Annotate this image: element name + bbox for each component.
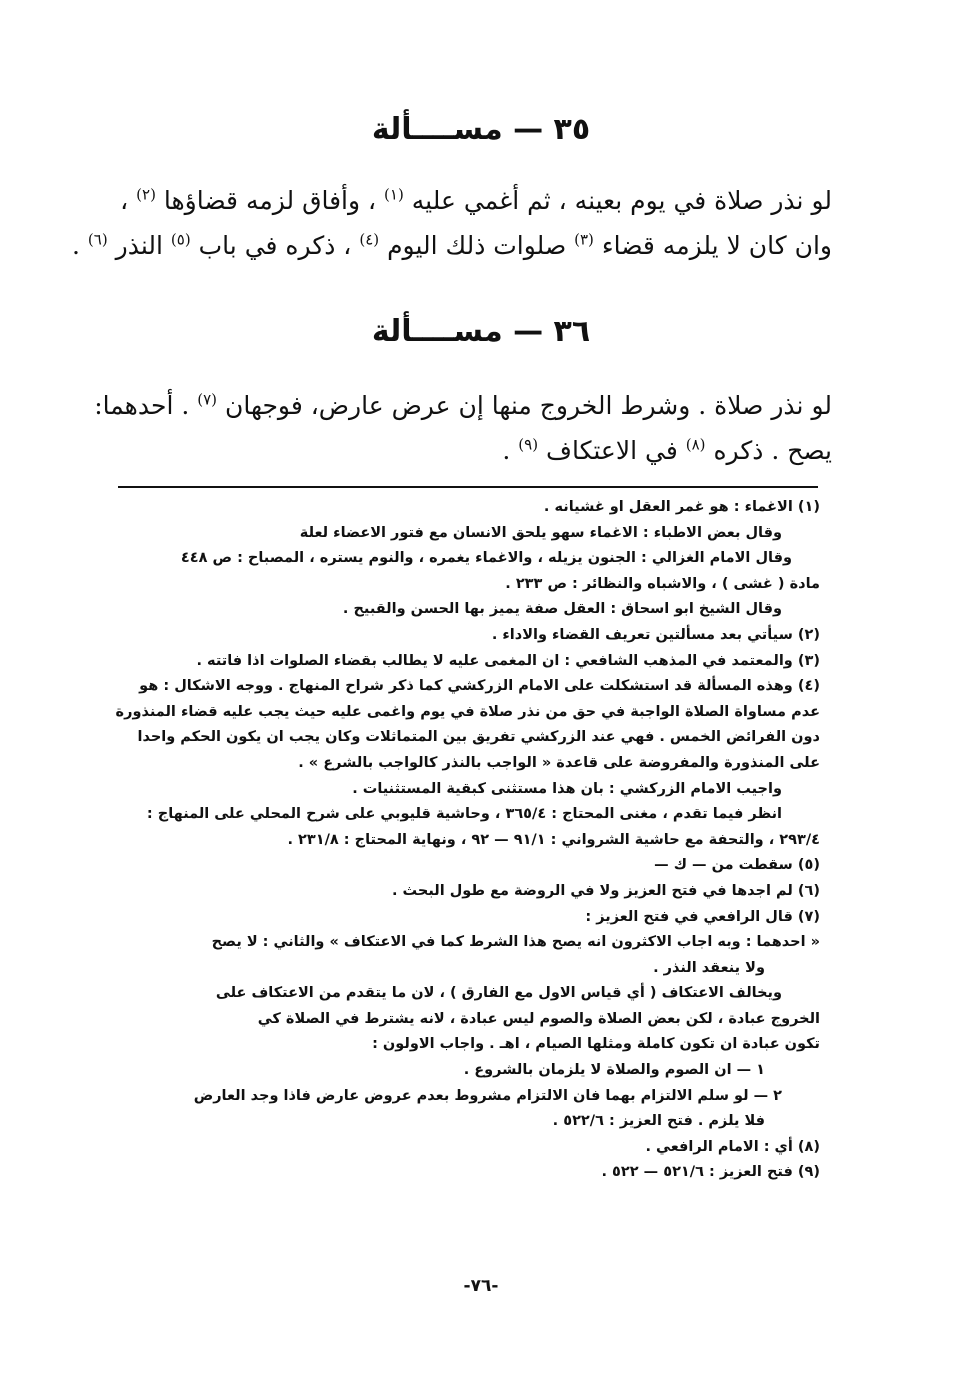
footnote-ref-4: (٤) [359, 230, 380, 249]
footnote-line: (٩) فتح العزيز : ٥٢١/٦ — ٥٢٢ . [601, 1164, 820, 1181]
footnote-line: (٦) لم اجدها في فتح العزيز ولا في الروضة مع طول البحث . [391, 882, 820, 899]
footnote-ref-5: (٥) [170, 230, 191, 249]
footnote-line: تكون عبادة ان تكون كاملة ومثلها الصيام ، اهـ . واجاب الاولون : [372, 1036, 820, 1053]
footnote-line: (٤) وهذه المسألة قد استشكلت على الامام الزركشي كما ذكر شراح المنهاج . ووجه الاشكال : هو [139, 678, 820, 695]
footnote-line: وقال بعض الاطباء : الاغماء سهو يلحق الانسان مع فتور الاعضاء لعلة [299, 524, 782, 541]
footnote-ref-3: (٣) [574, 230, 594, 249]
footnote-ref-8: (٨) [685, 435, 706, 454]
issue-36-heading: ٣٦ — مســــألة [371, 314, 591, 349]
footnote-line: عدم مساواة الصلاة الواجبة في حق من نذر صلاة في يوم واغمى عليه حيث يجب عليه قضاء المنذورة [115, 703, 820, 720]
issue-36-text [94, 383, 832, 473]
footnote-line: (٧) قال الرافعي في فتح العزيز : [585, 908, 820, 925]
footnote-ref-7: (٧) [197, 390, 218, 409]
footnote-ref-6: (٦) [87, 230, 108, 249]
footnote-divider [118, 486, 818, 488]
footnote-line: ١ — ان الصوم والصلاة لا يلزمان بالشروع . [463, 1062, 765, 1079]
footnote-line: وقال الامام الغزالي : الجنون يزيله ، والاغماء يغمره ، والنوم يستره ، المصباح : ص ٤٤٨ [180, 550, 792, 567]
footnote-line: ٢٩٣/٤ ، والتحفة مع حاشية الشرواني : ٩١/١ — ٩٢ ، ونهاية المحتاج : ٢٣١/٨ . [287, 831, 820, 848]
footnote-line: ولا ينعقد النذر . [653, 959, 765, 976]
issue-36-line-1: لو نذر صلاة . وشرط الخروج منها إن عرض عارض، فوجهان $^{(٧)}$ . أحدهما: [94, 390, 832, 420]
footnote-line: (٨) أي : الامام الرافعي . [645, 1138, 820, 1155]
footnote-line: انظر فيما تقدم ، مغنى المحتاج : ٣٦٥/٤ ، وحاشية قليوبي على شرح المحلي على المنهاج : [146, 806, 782, 823]
footnote-line: فلا يلزم . فتح العزيز : ٥٢٢/٦ . [552, 1113, 765, 1130]
footnote-ref-2: (٢) [136, 185, 156, 204]
footnote-line: واجيب الامام الزركشي : بان هذا مستثنى كبقية المستثنيات . [352, 780, 782, 797]
footnote-line: مادة ( غشى ) ، والاشباه والنظائر : ص ٢٣٣ . [505, 575, 820, 592]
footnote-line: (٣) والمعتمد في المذهب الشافعي : ان المغمى عليه لا يطالب بقضاء الصلوات اذا فاتته . [196, 652, 820, 669]
footnote-ref-1: (١) [384, 185, 404, 204]
footnote-line: وقال الشيخ ابو اسحاق : العقل صفة يميز بها الحسن والقبيح . [342, 601, 782, 618]
issue-35-line-1: لو نذر صلاة في يوم بعينه ، ثم أغمي عليه $^{(١)}$ ، وأفاق لزمه قضاؤها $^{(٢)}$ ، [120, 185, 832, 215]
footnote-line: على المنذورة والمفروضة على قاعدة « الواجب بالنذر كالواجب بالشرع » . [298, 754, 820, 771]
issue-35-line-2: وان كان لا يلزمه قضاء $^{(٣)}$ صلوات ذلك اليوم $^{(٤)}$ ، ذكره في باب $^{(٥)}$ النذر $^{(٦)}$ . [72, 230, 832, 260]
footnote-line: الخروج عبادة ، لكن بعض الصلاة والصوم ليس عبادة ، لانه يشترط في الصلاة كي [257, 1010, 820, 1027]
footnote-line: (٥) سقطت من — ك — [654, 857, 820, 874]
issue-35-heading: ٣٥ — مســــألة [371, 112, 591, 147]
footnotes [110, 495, 820, 1186]
issue-35-text [72, 178, 832, 268]
footnote-ref-9: (٩) [518, 435, 539, 454]
issue-36-line-2: يصح . ذكره $^{(٨)}$ في الاعتكاف $^{(٩)}$ . [502, 435, 832, 465]
footnote-line: دون الفرائض الخمس . فهي عند الزركشي تفريق بين المتماثلات وكان يجب ان يكون الحكم واحدا [137, 729, 820, 746]
footnote-line: (١) الاغماء : هو غمر العقل او غشيانه . [543, 499, 820, 515]
footnote-line: ٢ — لو سلم الالتزام بهما فان الالتزام مشروط بعدم عروض عارض فاذا وجد العارض [193, 1087, 782, 1104]
page-number: -٧٦- [463, 1276, 499, 1296]
footnote-line: ويخالف الاعتكاف ( أي قياس الاول مع الفارق ) ، لان ما يتقدم من الاعتكاف على [215, 985, 782, 1002]
footnote-line: (٢) سيأتي بعد مسألتين تعريف القضاء والاداء . [491, 626, 820, 643]
footnote-line: « احدهما : وبه اجاب الاكثرون انه يصح هذا الشرط كما في الاعتكاف » والثاني : لا يصح [211, 934, 820, 951]
